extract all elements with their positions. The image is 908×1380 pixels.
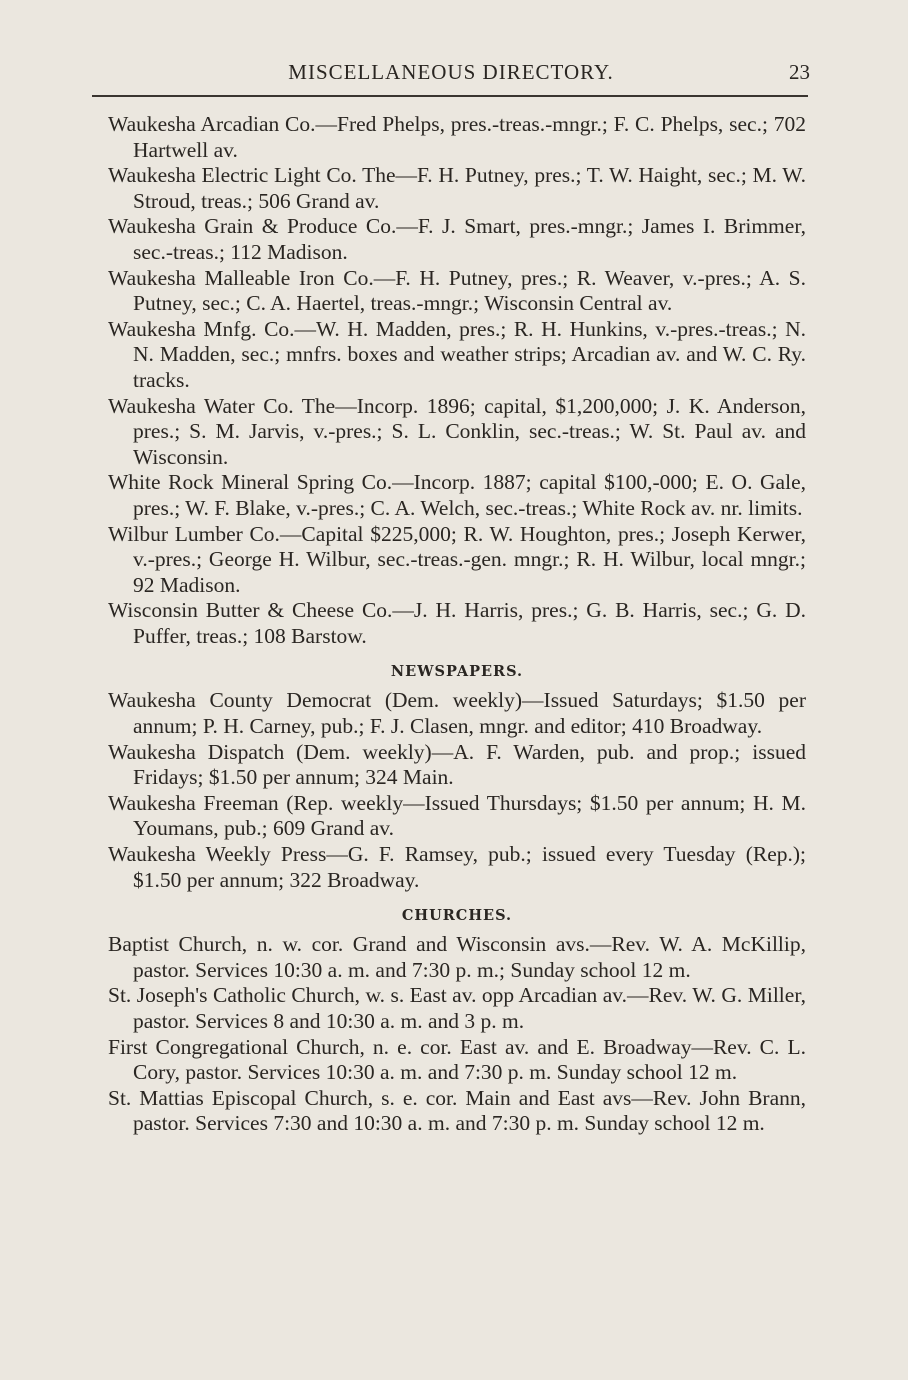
- directory-entry: Waukesha Malleable Iron Co.—F. H. Putney, pres.; R. Weaver, v.-pres.; A. S. Putney, sec.; C. A. Haertel, treas.-mngr.; Wisconsin Central av.: [108, 265, 806, 316]
- newspapers-heading: NEWSPAPERS.: [390, 663, 524, 681]
- directory-content: [108, 112, 806, 1137]
- directory-entry: Wisconsin Butter & Cheese Co.—J. H. Harris, pres.; G. B. Harris, sec.; G. D. Puffer, treas.; 108 Barstow.: [108, 598, 806, 648]
- newspaper-entry: Waukesha Weekly Press—G. F. Ramsey, pub.; issued every Tuesday (Rep.); $1.50 per annum; 322 Broadway.: [108, 842, 806, 892]
- newspaper-entry: Waukesha Freeman (Rep. weekly—Issued Thursdays; $1.50 per annum; H. M. Youmans, pub.; 609 Grand av.: [108, 790, 806, 841]
- directory-entry: Waukesha Electric Light Co. The—F. H. Putney, pres.; T. W. Haight, sec.; M. W. Stroud, treas.; 506 Grand av.: [108, 163, 806, 213]
- running-header: [92, 58, 810, 90]
- page-title: MISCELLANEOUS DIRECTORY.: [288, 60, 614, 84]
- church-entry: St. Joseph's Catholic Church, w. s. East av. opp Arcadian av.—Rev. W. G. Miller, pastor. Services 8 and 10:30 a. m. and 3 p. m.: [108, 983, 806, 1033]
- church-entry: Baptist Church, n. w. cor. Grand and Wisconsin avs.—Rev. W. A. McKillip, pastor. Services 10:30 a. m. and 7:30 p. m.; Sunday school 12 m.: [108, 932, 806, 982]
- directory-entry: Waukesha Mnfg. Co.—W. H. Madden, pres.; R. H. Hunkins, v.-pres.-treas.; N. N. Madden, sec.; mnfrs. boxes and weather strips; Arcadian av. and W. C. Ry. tracks.: [108, 316, 806, 392]
- newspaper-entry: Waukesha County Democrat (Dem. weekly)—Issued Saturdays; $1.50 per annum; P. H. Carney, pub.; F. J. Clasen, mngr. and editor; 410 Broadway.: [108, 688, 806, 739]
- church-entry: St. Mattias Episcopal Church, s. e. cor. Main and East avs—Rev. John Brann, pastor. Services 7:30 and 10:30 a. m. and 7:30 p. m. Sunday school 12 m.: [108, 1085, 806, 1136]
- header-rule: [92, 95, 808, 97]
- directory-entry: Waukesha Arcadian Co.—Fred Phelps, pres.-treas.-mngr.; F. C. Phelps, sec.; 702 Hartwell av.: [108, 112, 806, 162]
- newspaper-entry: Waukesha Dispatch (Dem. weekly)—A. F. Warden, pub. and prop.; issued Fridays; $1.50 per annum; 324 Main.: [108, 739, 806, 790]
- directory-entry: Waukesha Water Co. The—Incorp. 1896; capital, $1,200,000; J. K. Anderson, pres.; S. M. Jarvis, v.-pres.; S. L. Conklin, sec.-treas.; W. St. Paul av. and Wisconsin.: [108, 393, 806, 469]
- page-number: 23: [789, 60, 810, 84]
- churches-heading: CHURCHES.: [401, 907, 513, 925]
- directory-entry: White Rock Mineral Spring Co.—Incorp. 1887; capital $100,-000; E. O. Gale, pres.; W. F. Blake, v.-pres.; C. A. Welch, sec.-treas.; White Rock av. nr. limits.: [108, 470, 806, 520]
- church-entry: First Congregational Church, n. e. cor. East av. and E. Broadway—Rev. C. L. Cory, pastor. Services 10:30 a. m. and 7:30 p. m. Sunday school 12 m.: [108, 1034, 806, 1085]
- directory-entry: Waukesha Grain & Produce Co.—F. J. Smart, pres.-mngr.; James I. Brimmer, sec.-treas.; 112 Madison.: [108, 214, 806, 264]
- directory-entry: Wilbur Lumber Co.—Capital $225,000; R. W. Houghton, pres.; Joseph Kerwer, v.-pres.; George H. Wilbur, sec.-treas.-gen. mngr.; R. H. Wilbur, local mngr.; 92 Madison.: [108, 521, 806, 597]
